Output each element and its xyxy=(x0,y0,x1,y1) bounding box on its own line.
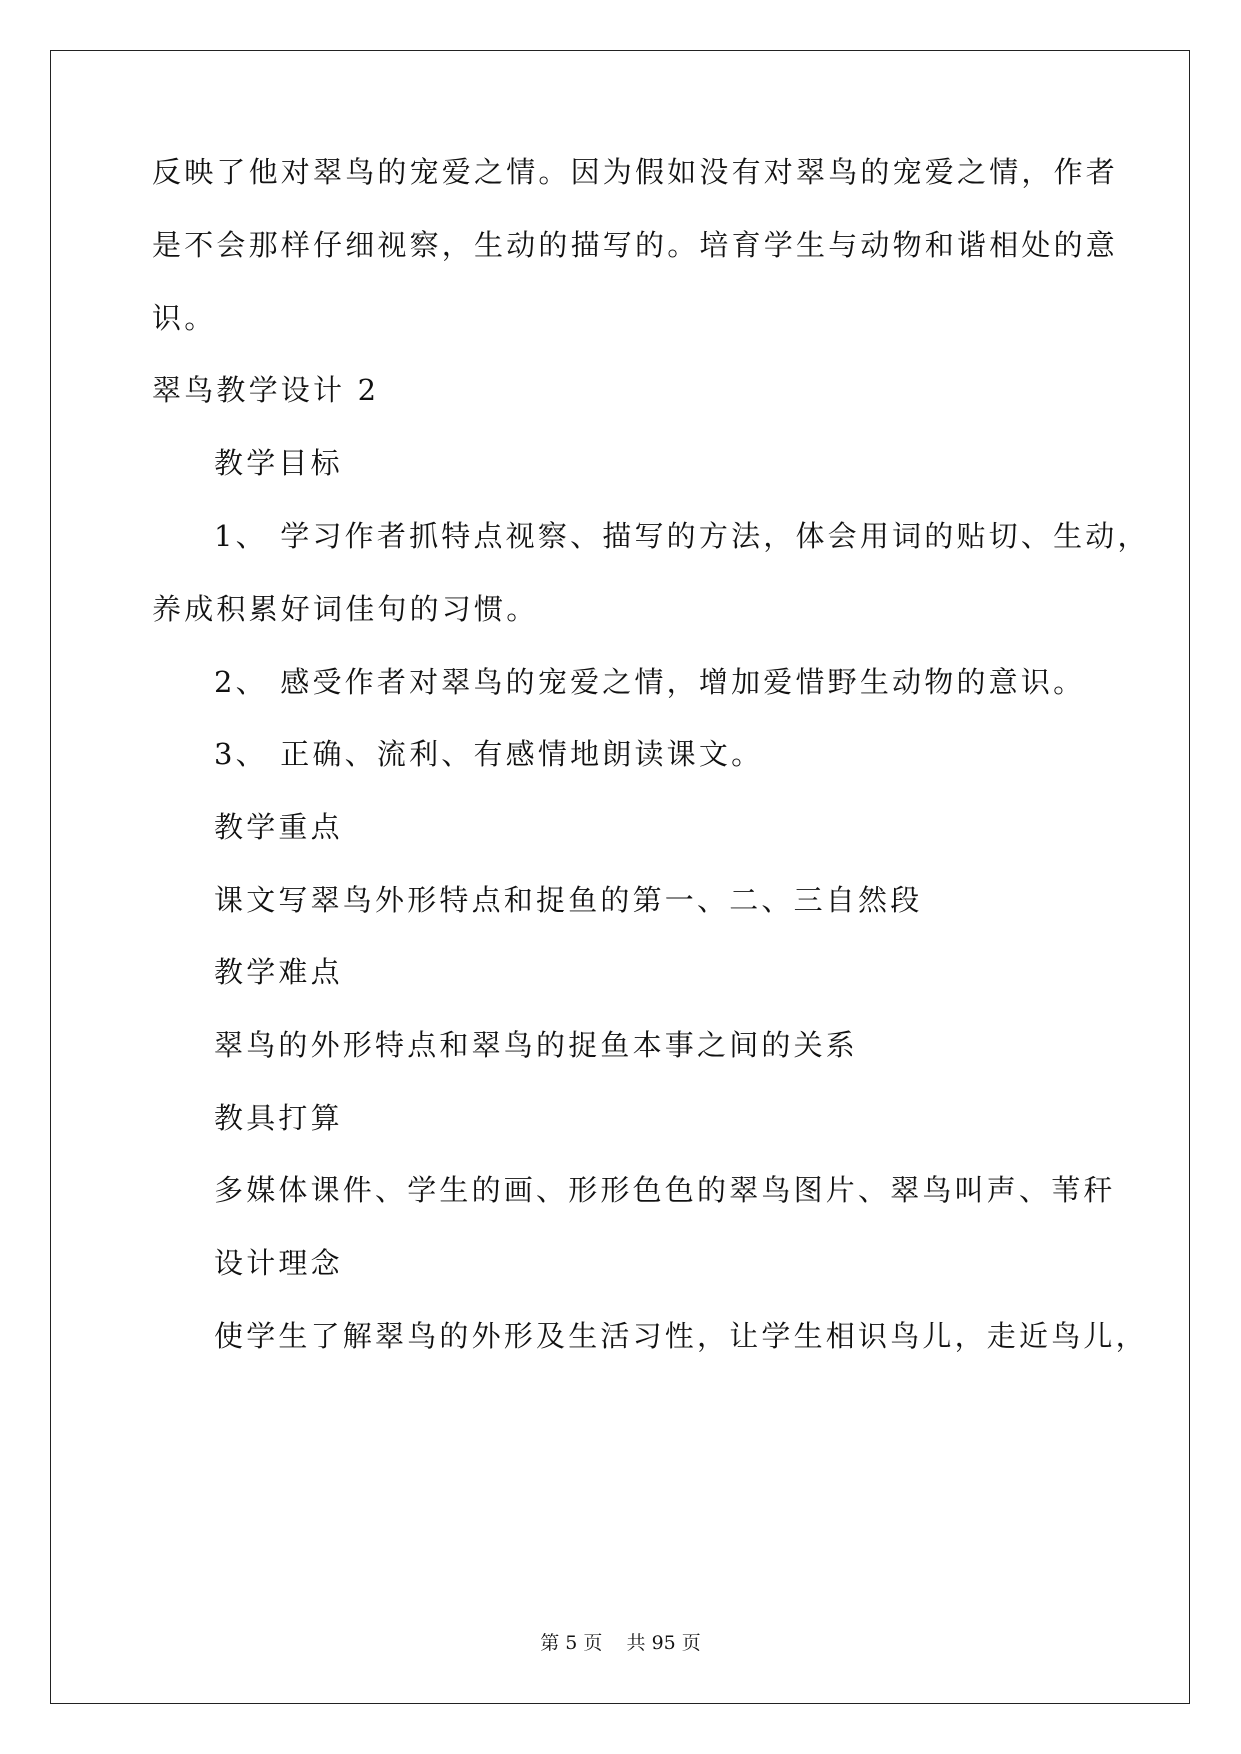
section-title: 翠鸟教学设计 2 xyxy=(152,373,380,407)
key-points-text: 课文写翠鸟外形特点和捉鱼的第一、二、三自然段 xyxy=(214,883,923,917)
goal-3: 3、 正确、流利、有感情地朗读课文。 xyxy=(214,737,764,771)
concept-text: 使学生了解翠鸟的外形及生活习性，让学生相识鸟儿，走近鸟儿， xyxy=(214,1319,1148,1353)
goal-1-line-1: 1、 学习作者抓特点视察、描写的方法，体会用词的贴切、生动， xyxy=(214,519,1150,553)
materials-heading: 教具打算 xyxy=(214,1101,343,1135)
goal-1-line-2: 养成积累好词佳句的习惯。 xyxy=(152,592,539,626)
difficulties-heading: 教学难点 xyxy=(214,955,343,989)
page-number-footer: 第 5 页 共 95 页 xyxy=(540,1632,701,1654)
materials-text: 多媒体课件、学生的画、形形色色的翠鸟图片、翠鸟叫声、苇秆 xyxy=(214,1173,1116,1207)
difficulties-text: 翠鸟的外形特点和翠鸟的捉鱼本事之间的关系 xyxy=(214,1028,859,1062)
page-border xyxy=(50,50,1190,1704)
goal-2: 2、 感受作者对翠鸟的宠爱之情，增加爱惜野生动物的意识。 xyxy=(214,665,1086,699)
concept-heading: 设计理念 xyxy=(214,1246,343,1280)
key-points-heading: 教学重点 xyxy=(214,810,343,844)
body-text-line-2: 是不会那样仔细视察，生动的描写的。培育学生与动物和谐相处的意 xyxy=(152,228,1119,262)
body-text-line-1: 反映了他对翠鸟的宠爱之情。因为假如没有对翠鸟的宠爱之情，作者 xyxy=(152,155,1119,189)
body-text-line-3: 识。 xyxy=(152,301,217,335)
goals-heading: 教学目标 xyxy=(214,446,343,480)
